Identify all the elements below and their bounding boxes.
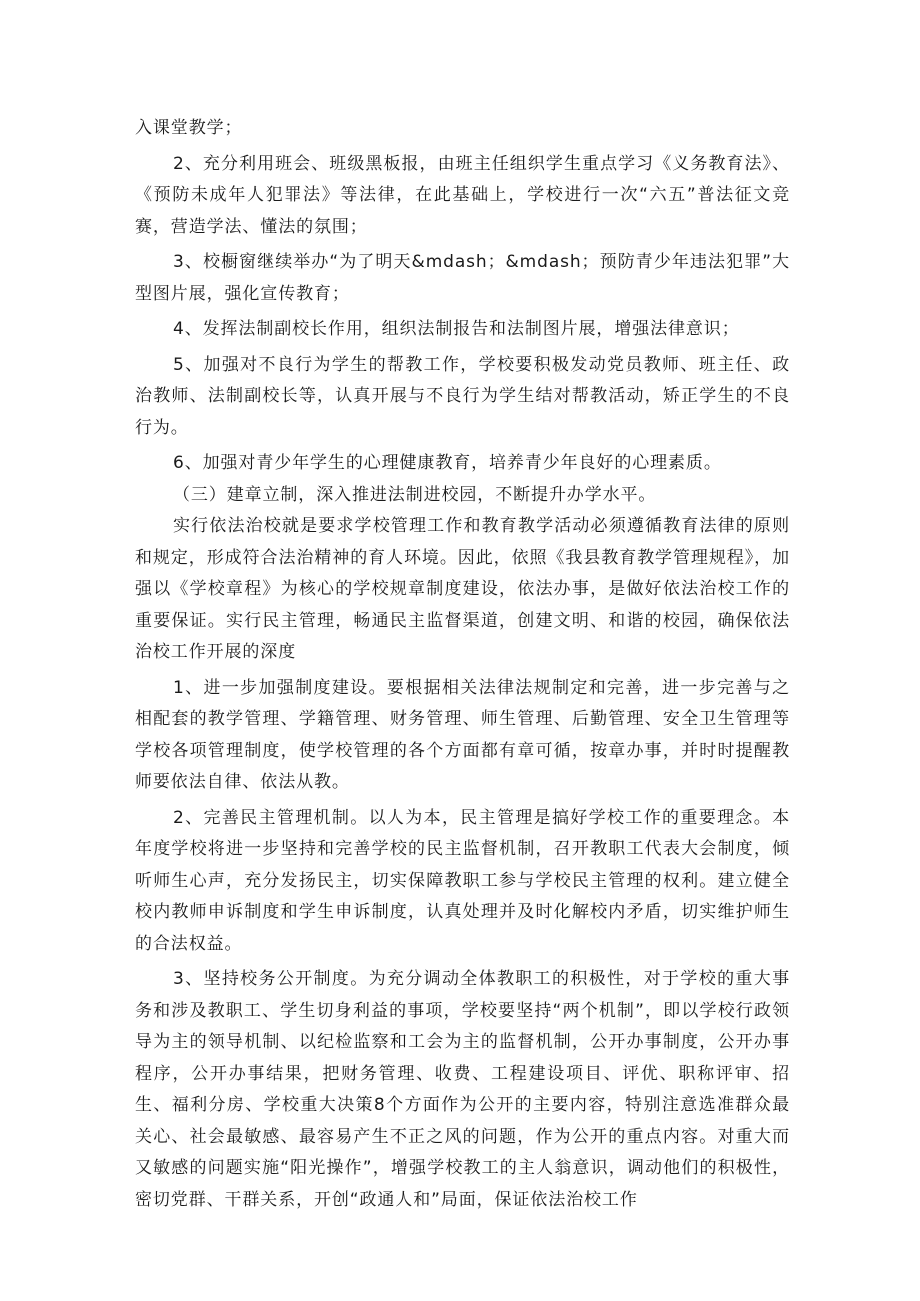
document-body bbox=[135, 113, 790, 1216]
paragraph-item-4-vice-principal: 4、发挥法制副校长作用，组织法制报告和法制图片展，增强法律意识； bbox=[173, 319, 740, 339]
paragraph-rule-of-law-intro: 实行依法治校就是要求学校管理工作和教育教学活动必须遵循教育法律的原则和规定，形成符合法治精神的育人环境。因此，依照《我县教育教学管理规程》，加强以《学校章程》为核心的学校规章制度建设，依法办事，是做好依法治校工作的重要保证。实行民主管理，畅通民主监督渠道，创建文明、和谐的校园，确保依法治校工作开展的深度 bbox=[135, 516, 790, 662]
paragraph-item-5-mentoring: 5、加强对不良行为学生的帮教工作，学校要积极发动党员教师、班主任、政治教师、法制副校长等，认真开展与不良行为学生结对帮教活动，矫正学生的不良行为。 bbox=[135, 354, 790, 438]
section-heading-3: （三）建章立制，深入推进法制进校园，不断提升办学水平。 bbox=[173, 484, 657, 505]
paragraph-item-1-systems: 1、进一步加强制度建设。要根据相关法律法规制定和完善，进一步完善与之相配套的教学管理、学籍管理、财务管理、师生管理、后勤管理、安全卫生管理等学校各项管理制度，使学校管理的各个方面都有章可循，按章办事，并时时提醒教师要依法自律、依法从教。 bbox=[135, 677, 790, 792]
paragraph-item-2-classroom-law: 2、充分利用班会、班级黑板报，由班主任组织学生重点学习《义务教育法》、《预防未成年人犯罪法》等法律，在此基础上，学校进行一次“六五”普法征文竞赛，营造学法、懂法的氛围； bbox=[135, 153, 790, 237]
paragraph-item-3-exhibition: 3、校橱窗继续举办“为了明天&mdash；&mdash；预防青少年违法犯罪”大型图片展，强化宣传教育； bbox=[135, 252, 790, 304]
paragraph-item-6-mental-health: 6、加强对青少年学生的心理健康教育，培养青少年良好的心理素质。 bbox=[173, 453, 722, 473]
paragraph-continuation: 入课堂教学； bbox=[135, 118, 243, 138]
paragraph-item-2-democratic-management: 2、完善民主管理机制。以人为本，民主管理是搞好学校工作的重要理念。本年度学校将进一步坚持和完善学校的民主监督机制，召开教职工代表大会制度，倾听师生心声，充分发扬民主，切实保障教职工参与学校民主管理的权利。建立健全校内教师申诉制度和学生申诉制度，认真处理并及时化解校内矛盾，切实维护师生的合法权益。 bbox=[135, 807, 790, 954]
paragraph-item-3-transparency: 3、坚持校务公开制度。为充分调动全体教职工的积极性，对于学校的重大事务和涉及教职工、学生切身利益的事项，学校要坚持“两个机制”，即以学校行政领导为主的领导机制、以纪检监察和工会为主的监督机制，公开办事制度，公开办事程序，公开办事结果，把财务管理、收费、工程建设项目、评优、职称评审、招生、福利分房、学校重大决策8个方面作为公开的主要内容，特别注意选准群众最关心、社会最敏感、最容易产生不正之风的问题，作为公开的重点内容。对重大而又敏感的问题实施“阳光操作”，增强学校教工的主人翁意识，调动他们的积极性，密切党群、干群关系，开创“政通人和”局面，保证依法治校工作 bbox=[135, 969, 790, 1210]
